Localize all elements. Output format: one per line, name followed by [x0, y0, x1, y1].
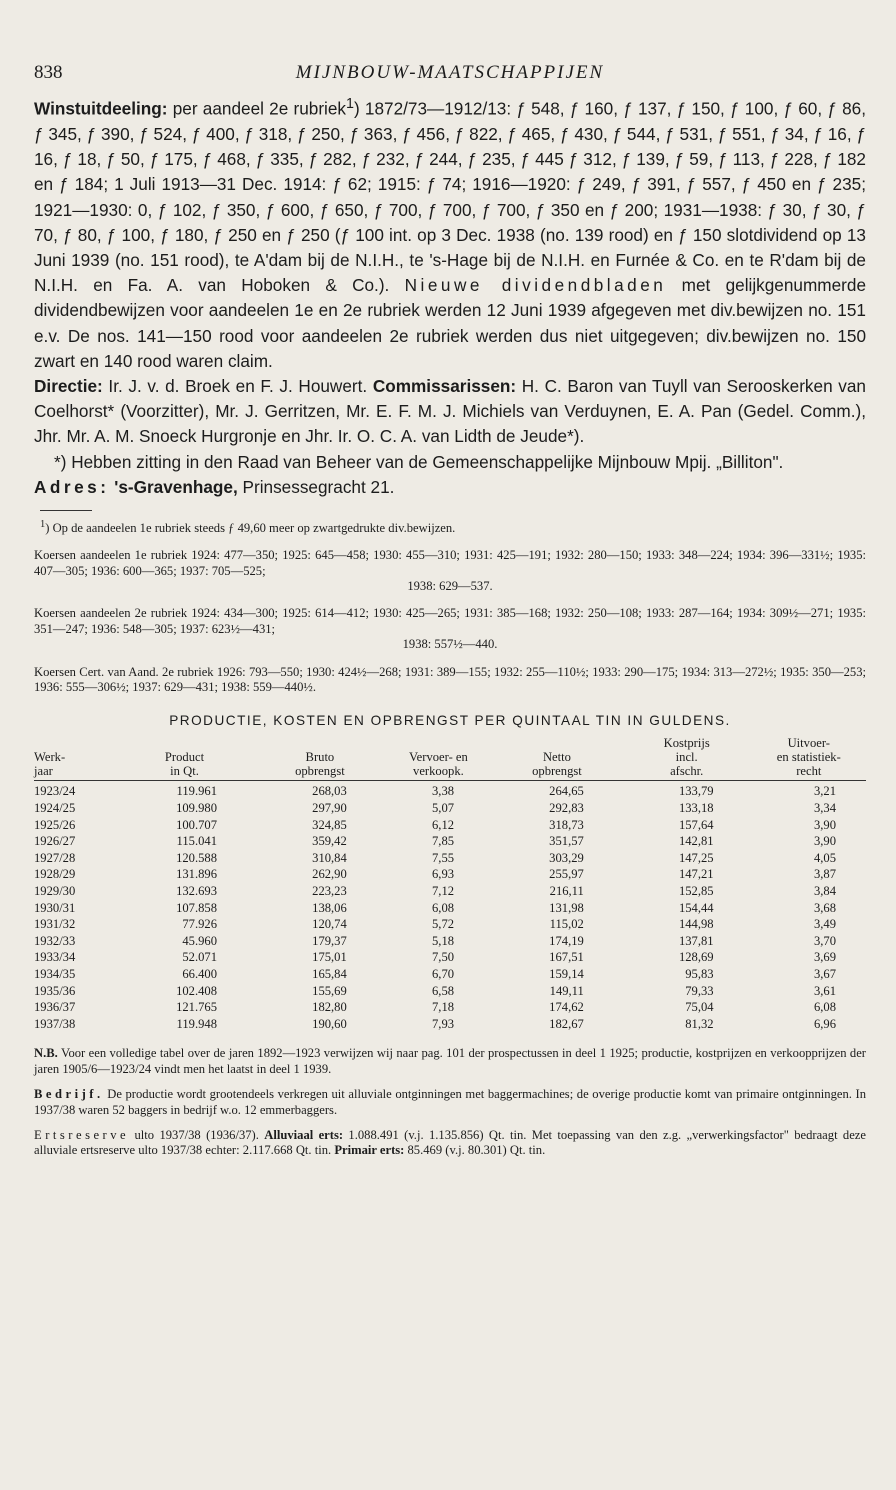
table-cell: 152,85: [678, 883, 714, 898]
running-title: MIJNBOUW-MAATSCHAPPIJEN: [295, 62, 605, 83]
table-cell: 216,11: [549, 883, 584, 898]
koersen-2e-tail: 1938: 557½—440.: [402, 637, 498, 652]
table-cell: 7,12: [432, 883, 455, 898]
table-cell: 3,84: [813, 883, 836, 898]
table-cell: 7,50: [432, 950, 455, 965]
table-cell: 5,07: [432, 801, 455, 816]
table-cell: 318,73: [549, 817, 584, 832]
table-cell: 115,02: [549, 917, 584, 932]
table-cell: 109.980: [176, 801, 218, 816]
table-row: [34, 983, 866, 1000]
table-cell: 3,90: [813, 817, 836, 832]
ertsreserve-label: Ertsreserve: [34, 1127, 130, 1142]
table-cell: 3,34: [813, 801, 836, 816]
cell-year: 1934/35: [34, 966, 76, 981]
page-header: [34, 58, 866, 92]
table-cell: 165,84: [312, 966, 347, 981]
table-cell: 155,69: [312, 983, 347, 998]
adres-street: Prinsessegracht 21.: [237, 476, 395, 497]
table-cell: 119.961: [114, 781, 255, 800]
primair-erts-label: Primair erts:: [334, 1143, 405, 1158]
cell-year: 1926/27: [34, 834, 76, 849]
table-cell: 190,60: [312, 1016, 347, 1031]
table-cell: 3,87: [813, 867, 836, 882]
table-cell: 132.693: [176, 883, 218, 898]
table-cell: 6,93: [432, 867, 455, 882]
table-cell: 174,19: [549, 933, 584, 948]
table-header-0: Werk- jaar: [34, 750, 66, 779]
koersen-cert-text: Koersen Cert. van Aand. 2e rubriek 1926: 793—550; 1930: 424½—268; 1931: 389—155; 1932: 255—110½; 1933: 290—175; 1934: 313—272½; 1935: 350—253; 1936: 555—306½; 1937: 629—431; 1938: 559—440½.: [34, 664, 866, 695]
main-text: [34, 92, 866, 500]
cell-year: 1924/25: [34, 801, 76, 816]
production-table: [34, 736, 866, 1032]
table-header-4: Netto opbrengst: [532, 750, 582, 779]
table-row: [34, 883, 866, 900]
winstuitdeeling-text-c: met gelijkgenummerde dividendbewijzen voor aandeelen 1e en 2e rubriek werden 12 Juni 1939 afgegeven met div.bewijzen no. 151 e.v. De nos. 141—150 rood voor aandeelen 2e rubriek werden dus niet uitgegeven; div.bewijzen no. 150 zwart en 140 rood waren claim.: [34, 275, 867, 371]
bedrijf-text: De productie wordt grootendeels verkregen uit alluviale ontginningen met baggermachines; de overige productie komt van primaire ontginningen. In 1937/38 waren 52 baggers in bedrijf w.o. 12 emmerbaggers.: [34, 1087, 866, 1117]
cell-year: 1931/32: [34, 917, 76, 932]
cell-year: 1935/36: [34, 983, 76, 998]
koersen-1e-tail: 1938: 629—537.: [407, 578, 493, 593]
table-cell: 262,90: [312, 867, 347, 882]
footnote-divider: [40, 510, 92, 511]
table-cell: 264,65: [492, 781, 622, 800]
table-cell: 7,93: [432, 1016, 455, 1031]
table-cell: 157,64: [678, 817, 714, 832]
page-number: 838: [34, 62, 63, 83]
table-row: [34, 850, 866, 867]
table-row: [34, 866, 866, 883]
ertsreserve-text-a: ulto 1937/38 (1936/37).: [129, 1127, 265, 1142]
winstuitdeeling-text-a: per aandeel 2e rubriek: [167, 98, 347, 119]
table-cell: 3,69: [813, 950, 836, 965]
table-cell: 292,83: [549, 801, 584, 816]
table-header-row: [34, 736, 866, 781]
footnote-text: ) Op de aandeelen 1e rubriek steeds ƒ 49,60 meer op zwartgedrukte div.bewijzen.: [45, 521, 456, 536]
table-cell: 223,23: [312, 883, 347, 898]
table-row: [34, 817, 866, 834]
table-cell: 7,85: [432, 834, 455, 849]
table-cell: 133,79: [622, 781, 752, 800]
table-cell: 3,38: [385, 781, 492, 800]
table-cell: 6,70: [432, 966, 455, 981]
table-cell: 131.896: [176, 867, 218, 882]
bedrijf-label: Bedrijf.: [34, 1087, 104, 1102]
table-cell: 6,08: [813, 1000, 836, 1015]
table-cell: 6,96: [813, 1016, 836, 1031]
table-row: [34, 800, 866, 817]
cell-year: 1929/30: [34, 883, 76, 898]
table-cell: 77.926: [182, 917, 218, 932]
table-cell: 3,49: [813, 917, 836, 932]
table-cell: 175,01: [312, 950, 347, 965]
table-cell: 303,29: [549, 850, 584, 865]
table-row: [34, 1016, 866, 1033]
adres-city: 's-Gravenhage,: [114, 476, 238, 497]
table-header-2: Bruto opbrengst: [295, 750, 345, 779]
cell-year: 1923/24: [34, 781, 114, 800]
table-row: [34, 781, 866, 800]
table-cell: 115.041: [176, 834, 218, 849]
cell-year: 1928/29: [34, 867, 76, 882]
table-cell: 5,18: [432, 933, 455, 948]
table-cell: 142,81: [678, 834, 714, 849]
table-cell: 147,25: [678, 850, 714, 865]
nb-label: N.B.: [34, 1046, 58, 1061]
ertsreserve-text-c: 85.469 (v.j. 80.301) Qt. tin.: [404, 1143, 546, 1158]
nieuwe-dividendbladen-label: Nieuwe dividendbladen: [404, 275, 667, 296]
table-cell: 52.071: [182, 950, 218, 965]
table-header-1: Product in Qt.: [164, 750, 205, 779]
winstuitdeeling-label: Winstuitdeeling:: [34, 98, 168, 119]
cell-year: 1932/33: [34, 933, 76, 948]
table-cell: 3,21: [752, 781, 866, 800]
directie-text: Ir. J. v. d. Broek en F. J. Houwert.: [102, 375, 373, 396]
table-row: [34, 900, 866, 917]
table-cell: 120.588: [176, 850, 218, 865]
table-cell: 3,70: [813, 933, 836, 948]
table-cell: 6,12: [432, 817, 455, 832]
table-cell: 255,97: [549, 867, 584, 882]
table-header-5: Kostprijs incl. afschr.: [663, 736, 710, 779]
table-cell: 66.400: [182, 966, 218, 981]
footnote: [34, 517, 866, 536]
commissarissen-text: H. C. Baron van Tuyll van Serooskerken van Coelhorst* (Voorzitter), Mr. J. Gerritzen, Mr. E. F. M. J. Michiels van Verduynen, E. A. Pan (Gedel. Comm.), Jhr. Mr. A. M. Snoeck Hurgronje en Jhr. Ir. O. C. A. van Lidth de Jeude*).: [34, 375, 866, 447]
table-row: [34, 916, 866, 933]
table-cell: 7,55: [432, 850, 455, 865]
winstuitdeeling-paragraph: [34, 92, 866, 374]
table-cell: 182,67: [549, 1016, 584, 1031]
table-cell: 120,74: [312, 917, 347, 932]
table-title: PRODUCTIE, KOSTEN EN OPBRENGST PER QUINTAAL TIN IN GULDENS.: [169, 713, 731, 729]
table-cell: 144,98: [678, 917, 714, 932]
table-cell: 3,67: [813, 966, 836, 981]
table-cell: 95,83: [685, 966, 714, 981]
table-body: [34, 781, 866, 1032]
table-row: [34, 999, 866, 1016]
table-cell: 102.408: [176, 983, 218, 998]
footnote-mark: 1: [40, 518, 46, 530]
winstuitdeeling-text-b: ) 1872/73—1912/13: ƒ 548, ƒ 160, ƒ 137, ƒ 150, ƒ 100, ƒ 60, ƒ 86, ƒ 345, ƒ 390, ƒ 524, ƒ 400, ƒ 318, ƒ 250, ƒ 363, ƒ 456, ƒ 822, ƒ 465, ƒ 430, ƒ 544, ƒ 531, ƒ 551, ƒ 34, ƒ 16, ƒ 16, ƒ 18, ƒ 50, ƒ 175, ƒ 468, ƒ 335, ƒ 282, ƒ 232, ƒ 244, ƒ 235, ƒ 445 ƒ 312, ƒ 139, ƒ 59, ƒ 113, ƒ 228, ƒ 182 en ƒ 184; 1 Juli 1913—31 Dec. 1914: ƒ 62; 1915: ƒ 74; 1916—1920: ƒ 249, ƒ 391, ƒ 557, ƒ 450 en ƒ 235; 1921—1930: 0, ƒ 102, ƒ 350, ƒ 600, ƒ 650, ƒ 700, ƒ 700, ƒ 700, ƒ 350 en ƒ 200; 1931—1938: ƒ 30, ƒ 30, ƒ 70, ƒ 80, ƒ 100, ƒ 180, ƒ 250 en ƒ 250 (ƒ 100 int. op 3 Dec. 1938 (no. 139 rood) en ƒ 150 slotdividend op 13 Juni 1939 (no. 151 rood), te A'dam bij de N.I.H., te 's-Hage bij de N.I.H. en Furnée & Co. en te R'dam bij de N.I.H. en Fa. A. van Hoboken & Co.).: [34, 98, 866, 296]
alluviaal-erts-label: Alluviaal erts:: [264, 1127, 344, 1142]
footnote-ref: 1: [346, 96, 354, 112]
table-cell: 121.765: [176, 1000, 218, 1015]
adres-paragraph: [34, 475, 866, 500]
table-header-6: Uitvoer- en statistiek- recht: [776, 736, 841, 779]
table-cell: 179,37: [312, 933, 347, 948]
cell-year: 1930/31: [34, 900, 76, 915]
table-cell: 351,57: [549, 834, 584, 849]
table-cell: 6,58: [432, 983, 455, 998]
adres-label: Adres:: [34, 476, 110, 497]
table-cell: 131,98: [549, 900, 584, 915]
table-cell: 147,21: [678, 867, 714, 882]
nb-note: [34, 1046, 866, 1077]
table-row: [34, 966, 866, 983]
table-cell: 310,84: [312, 850, 347, 865]
table-cell: 149,11: [549, 983, 584, 998]
table-cell: 359,42: [312, 834, 347, 849]
table-header-3: Vervoer- en verkoopk.: [408, 750, 468, 779]
table-cell: 45.960: [182, 933, 218, 948]
koersen-2e-main: Koersen aandeelen 2e rubriek 1924: 434—300; 1925: 614—412; 1930: 425—265; 1931: 385—168; 1932: 250—108; 1933: 287—164; 1934: 309½—271; 1935: 351—247; 1936: 548—305; 1937: 623½—431;: [34, 606, 866, 636]
nb-text: Voor een volledige tabel over de jaren 1892—1923 verwijzen wij naar pag. 101 der prospectussen in deel 1 1925; productie, kostprijzen en verkoopprijzen der jaren 1905/6—1923/24 vindt men het laatst in deel 1 1939.: [34, 1046, 866, 1076]
table-cell: 182,80: [312, 1000, 347, 1015]
directie-paragraph: [34, 374, 866, 450]
table-cell: 297,90: [312, 801, 347, 816]
koersen-2e-rubriek: [34, 606, 866, 652]
table-cell: 100.707: [176, 817, 218, 832]
directie-label: Directie:: [34, 375, 103, 396]
table-cell: 81,32: [685, 1016, 714, 1031]
table-cell: 6,08: [432, 900, 455, 915]
table-cell: 5,72: [432, 917, 455, 932]
cell-year: 1925/26: [34, 817, 76, 832]
commissarissen-label: Commissarissen:: [372, 375, 517, 396]
koersen-cert: [34, 665, 866, 696]
table-row: [34, 949, 866, 966]
ertsreserve-text-b: 1.088.491 (v.j. 1.135.856) Qt. tin. Met toepassing van den z.g. „verwerkingsfactor" bedraagt deze alluviale ertsreserve ulto 1937/38 echter: 2.117.668 Qt. tin.: [34, 1127, 866, 1158]
table-cell: 79,33: [685, 983, 714, 998]
table-cell: 159,14: [549, 966, 584, 981]
table-cell: 119.948: [176, 1016, 218, 1031]
table-cell: 3,68: [813, 900, 836, 915]
cell-year: 1933/34: [34, 950, 76, 965]
table-cell: 4,05: [813, 850, 836, 865]
table-cell: 7,18: [432, 1000, 455, 1015]
koersen-1e-rubriek: [34, 548, 866, 594]
star-note: *) Hebben zitting in den Raad van Beheer van de Gemeenschappelijke Mijnbouw Mpij. „Billiton".: [54, 451, 784, 472]
table-cell: 75,04: [685, 1000, 714, 1015]
table-cell: 167,51: [549, 950, 584, 965]
table-cell: 268,03: [255, 781, 385, 800]
table-cell: 3,61: [813, 983, 836, 998]
koersen-1e-main: Koersen aandeelen 1e rubriek 1924: 477—350; 1925: 645—458; 1930: 455—310; 1931: 425—191; 1932: 280—150; 1933: 348—224; 1934: 396—331½; 1935: 407—305; 1936: 600—365; 1937: 705—525;: [34, 548, 866, 578]
cell-year: 1927/28: [34, 850, 76, 865]
cell-year: 1937/38: [34, 1016, 76, 1031]
table-row: [34, 933, 866, 950]
table-row: [34, 833, 866, 850]
bedrijf-note: [34, 1087, 866, 1118]
notes-section: [34, 1046, 866, 1158]
table-cell: 154,44: [678, 900, 714, 915]
table-cell: 137,81: [678, 933, 714, 948]
table-cell: 128,69: [678, 950, 714, 965]
table-cell: 3,90: [813, 834, 836, 849]
table-cell: 174,62: [549, 1000, 584, 1015]
table-cell: 133,18: [678, 801, 714, 816]
cell-year: 1936/37: [34, 1000, 76, 1015]
ertsreserve-note: [34, 1128, 866, 1159]
table-cell: 107.858: [176, 900, 218, 915]
table-cell: 324,85: [312, 817, 347, 832]
table-cell: 138,06: [312, 900, 347, 915]
